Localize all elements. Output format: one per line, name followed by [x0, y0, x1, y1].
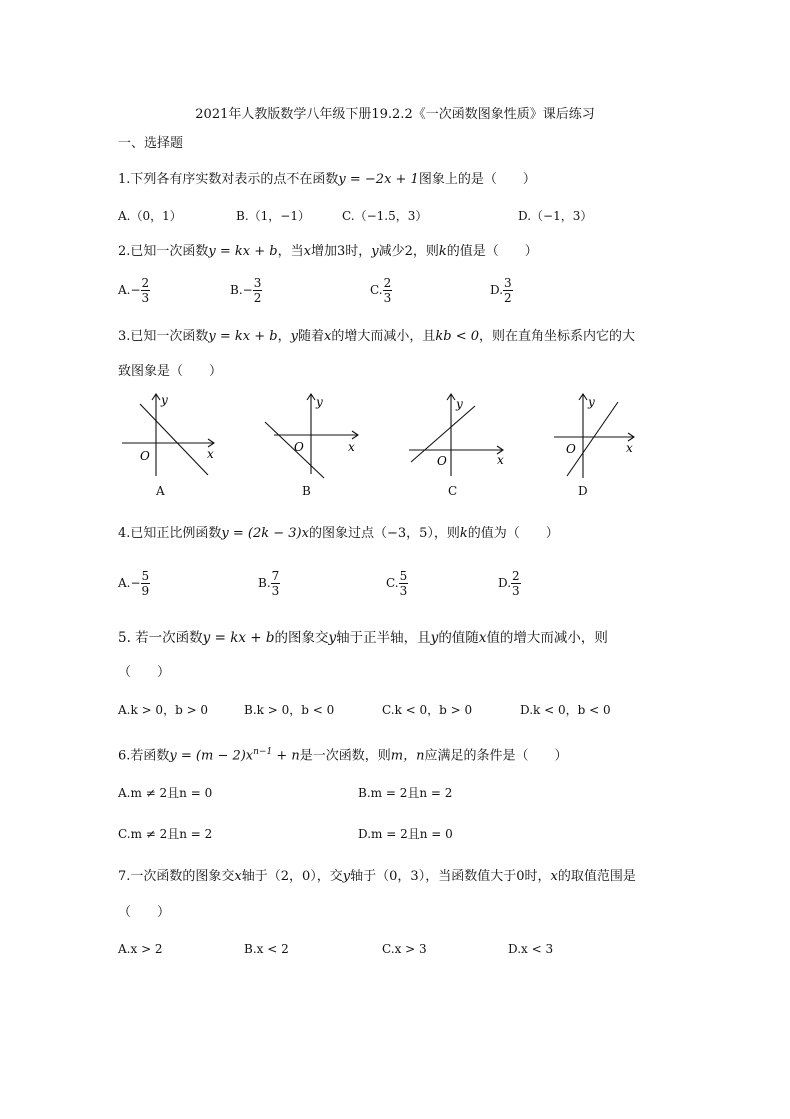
q3-graph-a-axis-y: y	[161, 393, 168, 407]
q5-stem-a: 5. 若一次函数	[118, 630, 203, 646]
q1-option-b: B.（1，−1）	[236, 209, 310, 223]
q4-a-den: 9	[141, 584, 150, 598]
q1-stem	[118, 171, 536, 189]
q2-c-den: 3	[383, 291, 392, 305]
q4-b-den: 3	[271, 584, 280, 598]
q2-stem-b: ，当	[277, 244, 304, 259]
q1-stem-b: 图象上的是（ ）	[418, 172, 536, 187]
q4-stem-c: 的值为（ ）	[467, 526, 559, 541]
q4-c-fraction	[399, 569, 409, 598]
q5-option-d: D.k < 0，b < 0	[520, 703, 611, 717]
q5-stem-e: 值的增大而减小，则	[486, 630, 608, 646]
q6-stem-b: 是一次函数，则	[299, 748, 391, 764]
q3-graph-a-label: A	[156, 484, 165, 498]
q3-stem-b: ，	[277, 329, 291, 344]
q5-stem-d: 的值随	[438, 630, 479, 646]
q3-graph-c-axis-y: y	[456, 397, 463, 411]
q2-b-fraction	[253, 276, 263, 305]
q2-c-num: 2	[383, 276, 392, 290]
q6-option-b: B.m = 2且n = 2	[358, 786, 453, 800]
q7-option-d: D.x < 3	[508, 942, 554, 956]
q3-graph-d	[550, 390, 640, 480]
q7-option-a: A.x > 2	[118, 942, 163, 956]
q2-option-a	[118, 276, 150, 305]
q3-stem-e: ，则在直角坐标系内它的大	[479, 329, 636, 344]
q2-option-d	[490, 276, 513, 305]
q7-var-y: y	[342, 869, 351, 884]
q2-stem-d: 减少2，则	[378, 244, 439, 259]
q4-d-fraction	[511, 569, 521, 598]
q4-c-prefix: C.	[386, 576, 399, 590]
q4-a-sign: −	[130, 576, 141, 590]
q4-option-b	[258, 569, 280, 598]
q2-d-fraction	[503, 276, 513, 305]
q4-a-prefix: A.	[118, 576, 131, 590]
q3-graph-d-label: D	[578, 484, 588, 498]
q7-stem-a: 7.一次函数的图象交	[118, 869, 235, 884]
q6-exponent: n−1	[253, 747, 273, 757]
q5-var-x: x	[478, 630, 487, 646]
q2-a-sign: −	[130, 283, 141, 297]
q4-b-fraction	[271, 569, 281, 598]
q4-c-num: 5	[399, 569, 408, 583]
q6-stem	[118, 743, 567, 765]
q4-option-d	[498, 569, 521, 598]
q4-b-prefix: B.	[258, 576, 271, 590]
q7-var-x2: x	[550, 869, 558, 884]
q2-var-y: y	[371, 244, 379, 259]
q7-stem-line2: （ ）	[118, 905, 171, 920]
q2-var-x: x	[303, 244, 311, 259]
q7-stem-line1	[118, 868, 636, 886]
q1-stem-a: 1.下列各有序实数对表示的点不在函数	[118, 172, 339, 187]
q4-a-fraction	[141, 569, 151, 598]
q6-vars-mn: m，n	[390, 748, 425, 764]
q3-stem-c: 随着	[297, 329, 324, 344]
q3-graph-a-axis-x: x	[207, 447, 214, 461]
q3-graph-a-origin: O	[140, 449, 150, 463]
q5-option-c: C.k < 0，b > 0	[382, 703, 473, 717]
q3-graph-b-label: B	[302, 484, 311, 498]
q4-formula: y = (2k − 3)x	[221, 526, 309, 541]
q3-graph-d-axis-x: x	[626, 441, 633, 455]
q3-condition: kb < 0	[435, 329, 479, 344]
q3-graph-c-axis-x: x	[497, 453, 504, 467]
q3-graph-b-axis-x: x	[348, 440, 355, 454]
q2-option-c	[370, 276, 392, 305]
q6-stem-c: 应满足的条件是（ ）	[424, 748, 568, 764]
q5-stem-line1	[118, 629, 608, 647]
q3-var-x: x	[324, 329, 332, 344]
q7-option-b: B.x < 2	[244, 942, 289, 956]
q4-d-num: 2	[512, 569, 520, 583]
q4-stem	[118, 525, 559, 543]
q1-option-c: C.（−1.5，3）	[342, 209, 428, 223]
q5-option-b: B.k > 0，b < 0	[244, 703, 335, 717]
q3-stem-line1	[118, 328, 635, 346]
q2-stem	[118, 243, 538, 261]
q1-option-a: A.（0，1）	[118, 209, 182, 223]
q7-stem-b: 轴于（2，0），交	[241, 869, 343, 884]
q4-d-prefix: D.	[498, 576, 512, 590]
q3-stem-a: 3.已知一次函数	[118, 329, 209, 344]
q2-d-prefix: D.	[490, 283, 504, 297]
q2-b-num: 3	[253, 276, 262, 290]
q2-d-den: 2	[504, 291, 512, 305]
q7-option-c: C.x > 3	[382, 942, 427, 956]
page-title: 2021年人教版数学八年级下册19.2.2《一次函数图象性质》课后练习	[195, 107, 595, 122]
q4-b-num: 7	[271, 569, 280, 583]
q7-stem-c: 轴于（0，3），当函数值大于0时，	[350, 869, 551, 884]
q2-c-prefix: C.	[370, 283, 383, 297]
q2-formula: y = kx + b	[208, 244, 278, 259]
q3-graph-b	[262, 390, 367, 480]
q3-var-y: y	[290, 329, 298, 344]
q3-stem-d: 的增大而减小，且	[331, 329, 436, 344]
q5-stem-b: 的图象交	[274, 630, 329, 646]
q1-formula: y = −2x + 1	[338, 172, 419, 187]
q2-a-fraction	[141, 276, 151, 305]
q4-c-den: 3	[399, 584, 408, 598]
q5-option-a: A.k > 0，b > 0	[118, 703, 209, 717]
q7-stem-d: 的取值范围是	[557, 869, 636, 884]
q3-graph-c-label: C	[448, 484, 458, 498]
q3-graph-b-origin: O	[294, 440, 304, 454]
q4-var-k: k	[459, 526, 468, 541]
q5-stem-line2: （ ）	[118, 665, 171, 680]
q6-option-c: C.m ≠ 2且n = 2	[118, 827, 213, 841]
q2-a-den: 3	[141, 291, 150, 305]
q3-graph-c-origin: O	[437, 454, 447, 468]
q3-graph-c	[405, 390, 510, 480]
q5-stem-c: 轴于正半轴，且	[336, 630, 431, 646]
q2-stem-e: 的值是（ ）	[446, 244, 538, 259]
q5-var-y: y	[328, 630, 337, 646]
q2-b-den: 2	[253, 291, 262, 305]
q6-option-d: D.m = 2且n = 0	[358, 827, 453, 841]
q3-stem-line2: 致图象是（ ）	[118, 364, 223, 379]
q1-option-d: D.（−1，3）	[518, 209, 593, 223]
q5-var-y2: y	[430, 630, 439, 646]
q2-c-fraction	[383, 276, 393, 305]
q4-stem-a: 4.已知正比例函数	[118, 526, 222, 541]
q2-a-num: 2	[141, 276, 150, 290]
q4-a-num: 5	[141, 569, 150, 583]
q3-graph-b-axis-y: y	[316, 395, 323, 409]
q2-d-num: 3	[504, 276, 512, 290]
q2-b-sign: −	[242, 283, 253, 297]
q3-graph-d-axis-y: y	[588, 395, 595, 409]
q4-stem-b: 的图象过点（−3，5），则	[308, 526, 460, 541]
q2-option-b	[230, 276, 262, 305]
q6-option-a: A.m ≠ 2且n = 0	[118, 786, 213, 800]
q6-stem-a: 6.若函数	[118, 748, 170, 764]
q3-formula: y = kx + b	[208, 329, 278, 344]
section-heading: 一、选择题	[118, 136, 184, 151]
q2-var-k: k	[438, 244, 447, 259]
q7-var-x: x	[234, 869, 242, 884]
q3-graph-d-origin: O	[566, 442, 576, 456]
q2-b-prefix: B.	[230, 283, 243, 297]
q2-stem-a: 2.已知一次函数	[118, 244, 209, 259]
q2-a-prefix: A.	[118, 283, 131, 297]
q3-graph-a	[118, 390, 218, 480]
q4-d-den: 3	[512, 584, 520, 598]
q6-formula-b: + n	[272, 748, 300, 764]
q5-formula: y = kx + b	[202, 630, 275, 646]
q4-option-c	[386, 569, 408, 598]
q6-formula: y = (m − 2)x	[169, 748, 254, 764]
q4-option-a	[118, 569, 150, 598]
q2-stem-c: 增加3时，	[310, 244, 372, 259]
